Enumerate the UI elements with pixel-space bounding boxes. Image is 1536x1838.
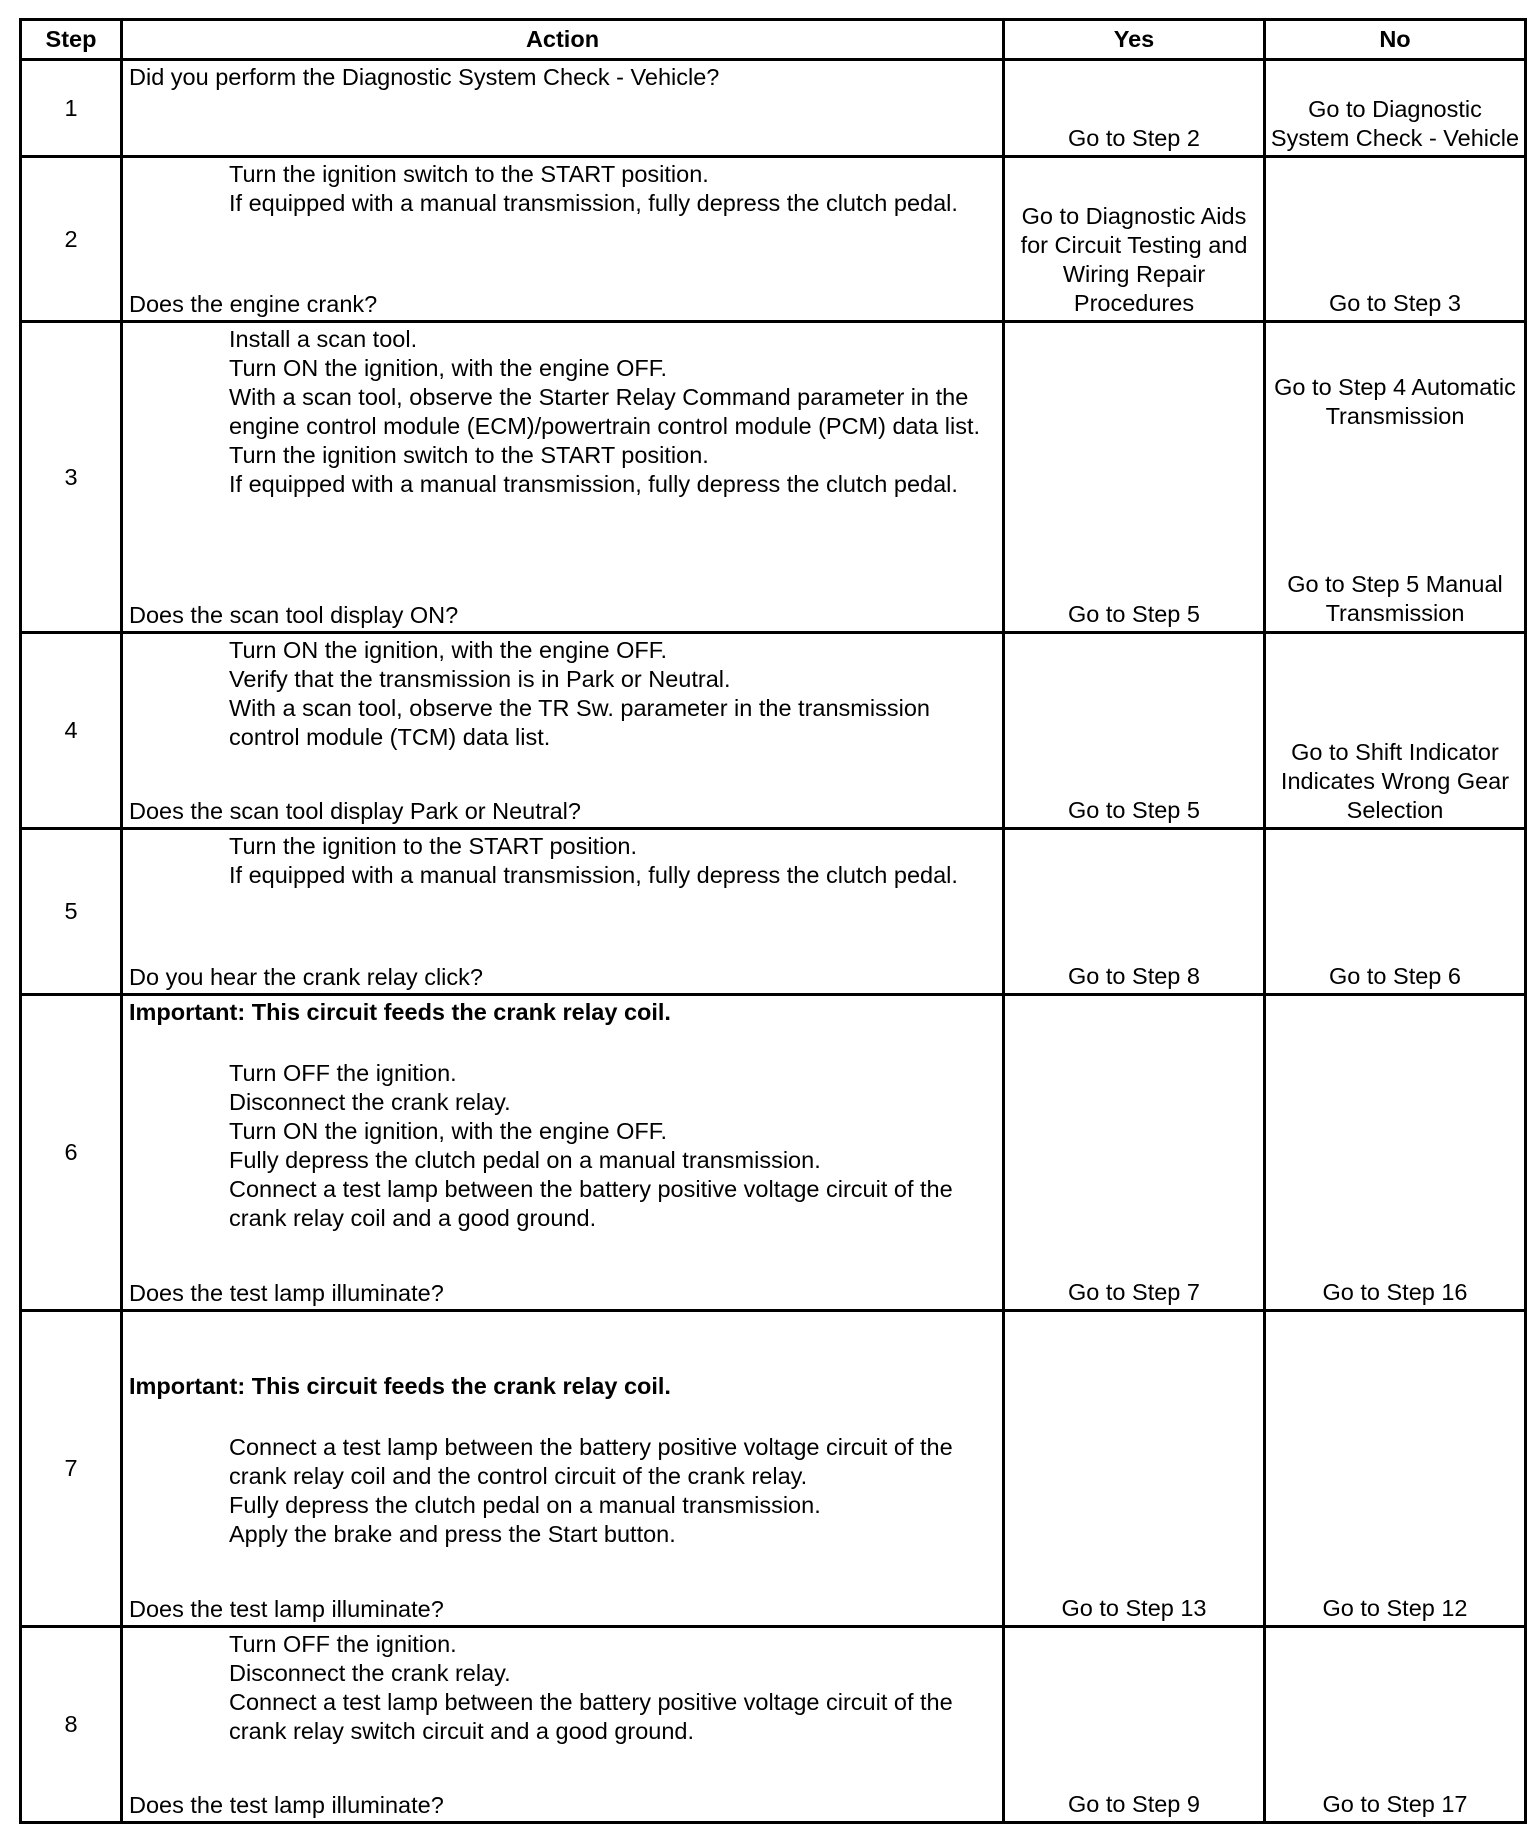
no-link[interactable]: Go to Step 6 bbox=[1265, 829, 1526, 995]
instruction-item: Fully depress the clutch pedal on a manual transmission. bbox=[229, 1492, 821, 1518]
action-cell bbox=[122, 322, 1004, 633]
step-number: 8 bbox=[21, 1627, 122, 1823]
no-link[interactable]: Go to Step 17 bbox=[1265, 1627, 1526, 1823]
action-cell bbox=[122, 633, 1004, 829]
table-row bbox=[21, 60, 1526, 157]
instruction-list bbox=[129, 1630, 994, 1746]
question-text: Did you perform the Diagnostic System Check - Vehicle? bbox=[129, 64, 720, 90]
no-link[interactable]: Go to Diagnostic System Check - Vehicle bbox=[1265, 60, 1526, 157]
instruction-item: Turn OFF the ignition. bbox=[229, 1631, 457, 1657]
action-cell bbox=[122, 829, 1004, 995]
action-cell bbox=[122, 995, 1004, 1311]
header-yes: Yes bbox=[1004, 20, 1265, 60]
instruction-item: Turn the ignition to the START position. bbox=[229, 833, 637, 859]
instruction-item: Disconnect the crank relay. bbox=[229, 1089, 511, 1115]
instruction-list bbox=[129, 1059, 994, 1233]
question-text: Does the engine crank? bbox=[129, 291, 378, 317]
table-row bbox=[21, 633, 1526, 829]
action-cell bbox=[122, 60, 1004, 157]
table-row bbox=[21, 322, 1526, 633]
question-text: Do you hear the crank relay click? bbox=[129, 964, 483, 990]
instruction-item: Disconnect the crank relay. bbox=[229, 1660, 511, 1686]
instruction-list bbox=[129, 832, 994, 890]
step-number: 6 bbox=[21, 995, 122, 1311]
step-number: 3 bbox=[21, 322, 122, 633]
header-step: Step bbox=[21, 20, 122, 60]
instruction-item: Turn ON the ignition, with the engine OFF. bbox=[229, 1118, 668, 1144]
table-row bbox=[21, 995, 1526, 1311]
no-link[interactable]: Go to Shift Indicator Indicates Wrong Gear Selection bbox=[1265, 633, 1526, 829]
question-text: Does the test lamp illuminate? bbox=[129, 1280, 444, 1306]
step-number: 4 bbox=[21, 633, 122, 829]
instruction-item: Turn ON the ignition, with the engine OFF. bbox=[229, 355, 668, 381]
no-link[interactable]: Go to Step 3 bbox=[1265, 157, 1526, 322]
step-number: 7 bbox=[21, 1311, 122, 1627]
yes-link[interactable]: Go to Step 9 bbox=[1004, 1627, 1265, 1823]
table-row bbox=[21, 829, 1526, 995]
instruction-item: With a scan tool, observe the Starter Relay Command parameter in the engine control module (ECM)/powertrain control module (PCM) data list. bbox=[229, 384, 981, 439]
instruction-item: Turn ON the ignition, with the engine OFF. bbox=[229, 637, 668, 663]
yes-link[interactable]: Go to Step 2 bbox=[1004, 60, 1265, 157]
instruction-item: Turn OFF the ignition. bbox=[229, 1060, 457, 1086]
instruction-item: Connect a test lamp between the battery positive voltage circuit of the crank relay coil and the control circuit of the crank relay. bbox=[229, 1434, 953, 1489]
question-text: Does the scan tool display ON? bbox=[129, 602, 459, 628]
question-text: Does the test lamp illuminate? bbox=[129, 1596, 444, 1622]
instruction-item: If equipped with a manual transmission, fully depress the clutch pedal. bbox=[229, 190, 958, 216]
table-row bbox=[21, 1627, 1526, 1823]
important-note: Important: This circuit feeds the crank relay coil. bbox=[129, 999, 671, 1025]
no-link[interactable]: Go to Step 12 bbox=[1265, 1311, 1526, 1627]
instruction-item: Connect a test lamp between the battery positive voltage circuit of the crank relay switch circuit and a good ground. bbox=[229, 1689, 953, 1744]
question-text: Does the scan tool display Park or Neutral? bbox=[129, 798, 581, 824]
action-cell bbox=[122, 1311, 1004, 1627]
instruction-item: If equipped with a manual transmission, fully depress the clutch pedal. bbox=[229, 471, 958, 497]
diagnostic-table bbox=[19, 18, 1527, 1824]
step-number: 2 bbox=[21, 157, 122, 322]
table-row bbox=[21, 1311, 1526, 1627]
step-number: 5 bbox=[21, 829, 122, 995]
yes-link[interactable]: Go to Step 5 bbox=[1004, 633, 1265, 829]
no-link[interactable]: Go to Step 16 bbox=[1265, 995, 1526, 1311]
instruction-list bbox=[129, 325, 994, 499]
header-row bbox=[21, 20, 1526, 60]
yes-link[interactable]: Go to Diagnostic Aids for Circuit Testing and Wiring Repair Procedures bbox=[1004, 157, 1265, 322]
no-cell-split bbox=[1265, 322, 1526, 633]
instruction-list bbox=[129, 160, 994, 218]
instruction-item: If equipped with a manual transmission, fully depress the clutch pedal. bbox=[229, 862, 958, 888]
instruction-item: With a scan tool, observe the TR Sw. parameter in the transmission control module (TCM) data list. bbox=[229, 695, 930, 750]
instruction-item: Connect a test lamp between the battery positive voltage circuit of the crank relay coil and a good ground. bbox=[229, 1176, 953, 1231]
instruction-item: Turn the ignition switch to the START position. bbox=[229, 161, 709, 187]
instruction-item: Verify that the transmission is in Park or Neutral. bbox=[229, 666, 731, 692]
action-cell bbox=[122, 1627, 1004, 1823]
instruction-item: Install a scan tool. bbox=[229, 326, 418, 352]
action-cell bbox=[122, 157, 1004, 322]
instruction-list bbox=[129, 1433, 994, 1549]
table-row bbox=[21, 157, 1526, 322]
instruction-item: Turn the ignition switch to the START position. bbox=[229, 442, 709, 468]
yes-link[interactable]: Go to Step 7 bbox=[1004, 995, 1265, 1311]
step-number: 1 bbox=[21, 60, 122, 157]
header-action: Action bbox=[122, 20, 1004, 60]
yes-link[interactable]: Go to Step 8 bbox=[1004, 829, 1265, 995]
instruction-item: Apply the brake and press the Start button. bbox=[229, 1521, 676, 1547]
question-text: Does the test lamp illuminate? bbox=[129, 1792, 444, 1818]
no-link-manual[interactable]: Go to Step 5 Manual Transmission bbox=[1287, 571, 1503, 626]
instruction-list bbox=[129, 636, 994, 752]
no-link-automatic[interactable]: Go to Step 4 Automatic Transmission bbox=[1274, 374, 1516, 429]
header-no: No bbox=[1265, 20, 1526, 60]
yes-link[interactable]: Go to Step 13 bbox=[1004, 1311, 1265, 1627]
important-note: Important: This circuit feeds the crank relay coil. bbox=[129, 1373, 671, 1399]
yes-link[interactable]: Go to Step 5 bbox=[1004, 322, 1265, 633]
instruction-item: Fully depress the clutch pedal on a manual transmission. bbox=[229, 1147, 821, 1173]
